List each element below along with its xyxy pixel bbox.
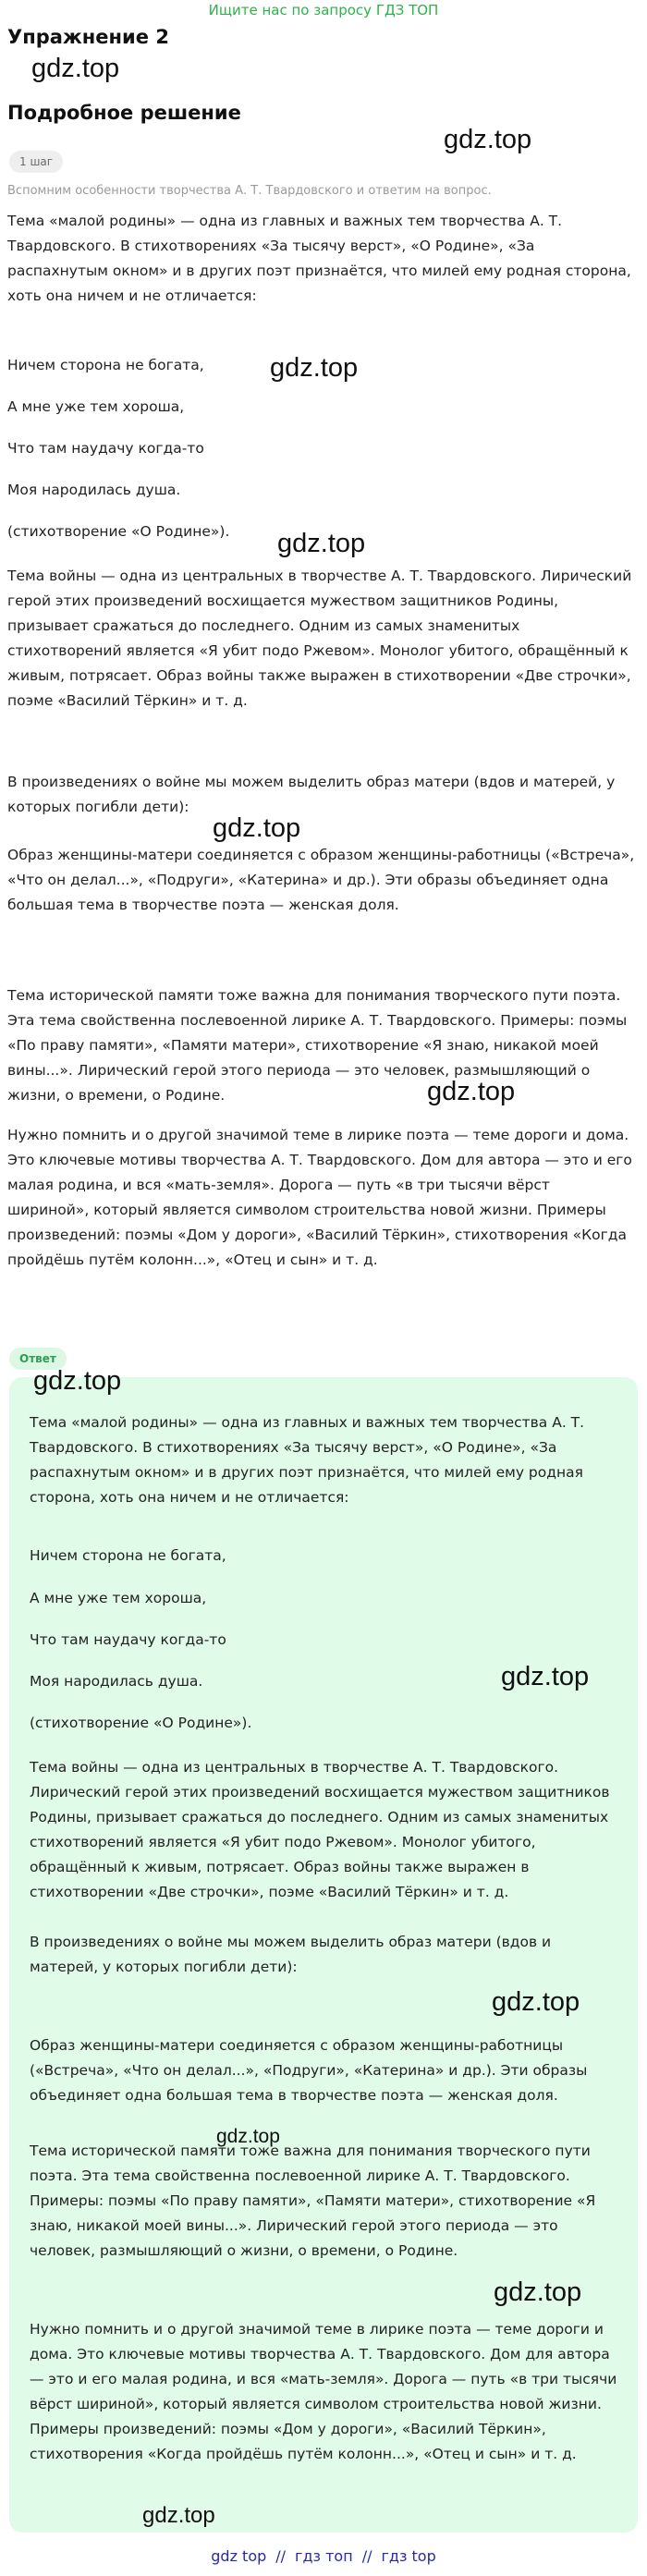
solution-text: Образ женщины-матери соединяется с образом женщины-работницы («Встреча», «Что он делал...», «Подруги», «Катерина» и др.). Эти образы объединяет одна большая тема в творчестве поэта — женская доля. bbox=[7, 847, 635, 913]
footer-link-gdz-top-ru[interactable]: гдз топ bbox=[295, 2546, 353, 2565]
solution-paragraph bbox=[7, 1123, 636, 1273]
solution-paragraph bbox=[7, 843, 636, 918]
watermark: gdz.top bbox=[31, 54, 120, 83]
answer-text: Тема исторической памяти тоже важна для понимания творческого пути поэта. Эта тема свойственна послевоенной лирике А. Т. Твардовского. Примеры: поэмы «По праву памяти», «Памяти матери», стихотворение «Я знаю, никакой моей вины...». Лирический герой этого периода — это человек, размышляющий о жизни, о времени, о Родине. bbox=[30, 2143, 596, 2259]
watermark: gdz.top bbox=[33, 1366, 122, 1396]
answer-paragraph bbox=[30, 1755, 621, 1905]
answer-paragraph bbox=[30, 1930, 621, 1980]
watermark: gdz.top bbox=[270, 353, 359, 383]
solution-text: Тема исторической памяти тоже важна для понимания творческого пути поэта. Эта тема свойственна послевоенной лирике А. Т. Твардовского. Примеры: поэмы «По праву памяти», «Памяти матери», стихотворение «Я знаю, никакой моей вины...». Лирический герой этого периода — это человек, размышляющий о жизни, о времени, о Родине. bbox=[7, 987, 628, 1104]
solution-paragraph bbox=[7, 983, 636, 1108]
solution-paragraph bbox=[7, 770, 636, 820]
footer-link-gdz-top[interactable]: gdz top bbox=[211, 2546, 267, 2565]
solution-heading: Подробное решение bbox=[7, 102, 241, 124]
answer-text: Тема «малой родины» — одна из главных и важных тем творчества А. Т. Твардовского. В стихотворениях «За тысячу верст», «О Родине», «За распахнутым окном» и в других поэт признаётся, что милей ему родная сторона, хоть она ничем и не отличается: bbox=[30, 1414, 585, 1506]
watermark: gdz.top bbox=[501, 1662, 590, 1691]
answer-paragraph bbox=[30, 2317, 621, 2467]
poem-source-text: (стихотворение «О Родине»). bbox=[7, 523, 230, 540]
watermark: gdz.top bbox=[213, 813, 301, 843]
poem-line-text: Моя народилась душа. bbox=[7, 482, 181, 498]
solution-text: Тема войны — одна из центральных в творчестве А. Т. Твардовского. Лирический герой этих произведений восхищается мужеством защитников Родины, призывает сражаться до последнего. Одним из самых знаменитых стихотворений является «Я убит подо Ржевом». Монолог убитого, обращённый к живым, потрясает. Образ войны также выражен в стихотворении «Две строчки», поэме «Василий Тёркин» и т. д. bbox=[7, 568, 632, 709]
solution-paragraph bbox=[7, 209, 636, 309]
poem-line bbox=[7, 398, 636, 415]
solution-paragraph bbox=[7, 564, 636, 714]
answer-text: Образ женщины-матери соединяется с образом женщины-работницы («Встреча», «Что он делал...», «Подруги», «Катерина» и др.). Эти образы объединяет одна большая тема в творчестве поэта — женская доля. bbox=[30, 2037, 588, 2104]
poem-line bbox=[7, 482, 636, 498]
poem-line-text: А мне уже тем хороша, bbox=[30, 1590, 207, 1606]
watermark: gdz.top bbox=[142, 2503, 215, 2528]
poem-line bbox=[30, 1590, 621, 1606]
watermark: gdz.top bbox=[494, 2277, 582, 2307]
poem-line-text: Что там наудачу когда-то bbox=[30, 1631, 226, 1648]
answer-badge: Ответ bbox=[9, 1348, 67, 1370]
solution-text: Нужно помнить и о другой значимой теме в лирике поэта — теме дороги и дома. Это ключевые мотивы творчества А. Т. Твардовского. Дом для автора — это и его малая родина, и вся «мать-земля». Дорога — путь «в три тысячи вёрст шириной», который является символом строительства новой жизни. Примеры произведений: поэмы «Дом у дороги», «Василий Тёркин», стихотворения «Когда пройдёшь путём колонн...», «Отец и сын» и т. д. bbox=[7, 1127, 632, 1268]
watermark: gdz.top bbox=[492, 1987, 580, 2017]
step-hint: Вспомним особенности творчества А. Т. Твардовского и ответим на вопрос. bbox=[7, 184, 492, 198]
poem-line-text: Моя народилась душа. bbox=[30, 1673, 203, 1690]
step-badge: 1 шаг bbox=[9, 151, 63, 173]
poem-line-text: Ничем сторона не богата, bbox=[30, 1547, 226, 1564]
solution-text: В произведениях о войне мы можем выделить образ матери (вдов и матерей, у которых погибли дети): bbox=[7, 774, 616, 815]
poem-source bbox=[30, 1715, 621, 1731]
poem-line-text: Что там наудачу когда-то bbox=[7, 440, 204, 457]
poem-line-text: Ничем сторона не богата, bbox=[7, 357, 204, 373]
footer-links bbox=[0, 2542, 647, 2570]
watermark: gdz.top bbox=[427, 1077, 516, 1106]
footer-separator: // bbox=[361, 2546, 372, 2565]
answer-text: Нужно помнить и о другой значимой теме в лирике поэта — теме дороги и дома. Это ключевые мотивы творчества А. Т. Твардовского. Дом для автора — это и его малая родина, и вся «мать-земля». Дорога — путь «в три тысячи вёрст шириной», который является символом строительства новой жизни. Примеры произведений: поэмы «Дом у дороги», «Василий Тёркин», стихотворения «Когда пройдёшь путём колонн...», «Отец и сын» и т. д. bbox=[30, 2321, 617, 2462]
watermark: gdz.top bbox=[444, 125, 532, 154]
poem-line bbox=[30, 1631, 621, 1648]
answer-paragraph bbox=[30, 2033, 621, 2108]
answer-text: Тема войны — одна из центральных в творчестве А. Т. Твардовского. Лирический герой этих произведений восхищается мужеством защитников Родины, призывает сражаться до последнего. Одним из самых знаменитых стихотворений является «Я убит подо Ржевом». Монолог убитого, обращённый к живым, потрясает. Образ войны также выражен в стихотворении «Две строчки», поэме «Василий Тёркин» и т. д. bbox=[30, 1759, 610, 1900]
solution-text: Тема «малой родины» — одна из главных и важных тем творчества А. Т. Твардовского. В стихотворениях «За тысячу верст», «О Родине», «За распахнутым окном» и в других поэт признаётся, что милей ему родная сторона, хоть она ничем и не отличается: bbox=[7, 213, 631, 304]
answer-paragraph bbox=[30, 2139, 621, 2264]
poem-line bbox=[7, 440, 636, 457]
answer-text: В произведениях о войне мы можем выделить образ матери (вдов и матерей, у которых погибли дети): bbox=[30, 1934, 552, 1975]
poem-line-text: А мне уже тем хороша, bbox=[7, 398, 185, 415]
footer-separator: // bbox=[275, 2546, 287, 2565]
footer-link-gdz-top-mixed[interactable]: гдз top bbox=[381, 2546, 436, 2565]
poem-line bbox=[30, 1547, 621, 1564]
watermark: gdz.top bbox=[277, 529, 366, 558]
top-banner: Ищите нас по запросу ГДЗ ТОП bbox=[208, 2, 439, 18]
watermark: gdz.top bbox=[216, 2126, 280, 2147]
answer-paragraph bbox=[30, 1410, 621, 1510]
exercise-title: Упражнение 2 bbox=[7, 26, 169, 48]
poem-source-text: (стихотворение «О Родине»). bbox=[30, 1715, 252, 1731]
